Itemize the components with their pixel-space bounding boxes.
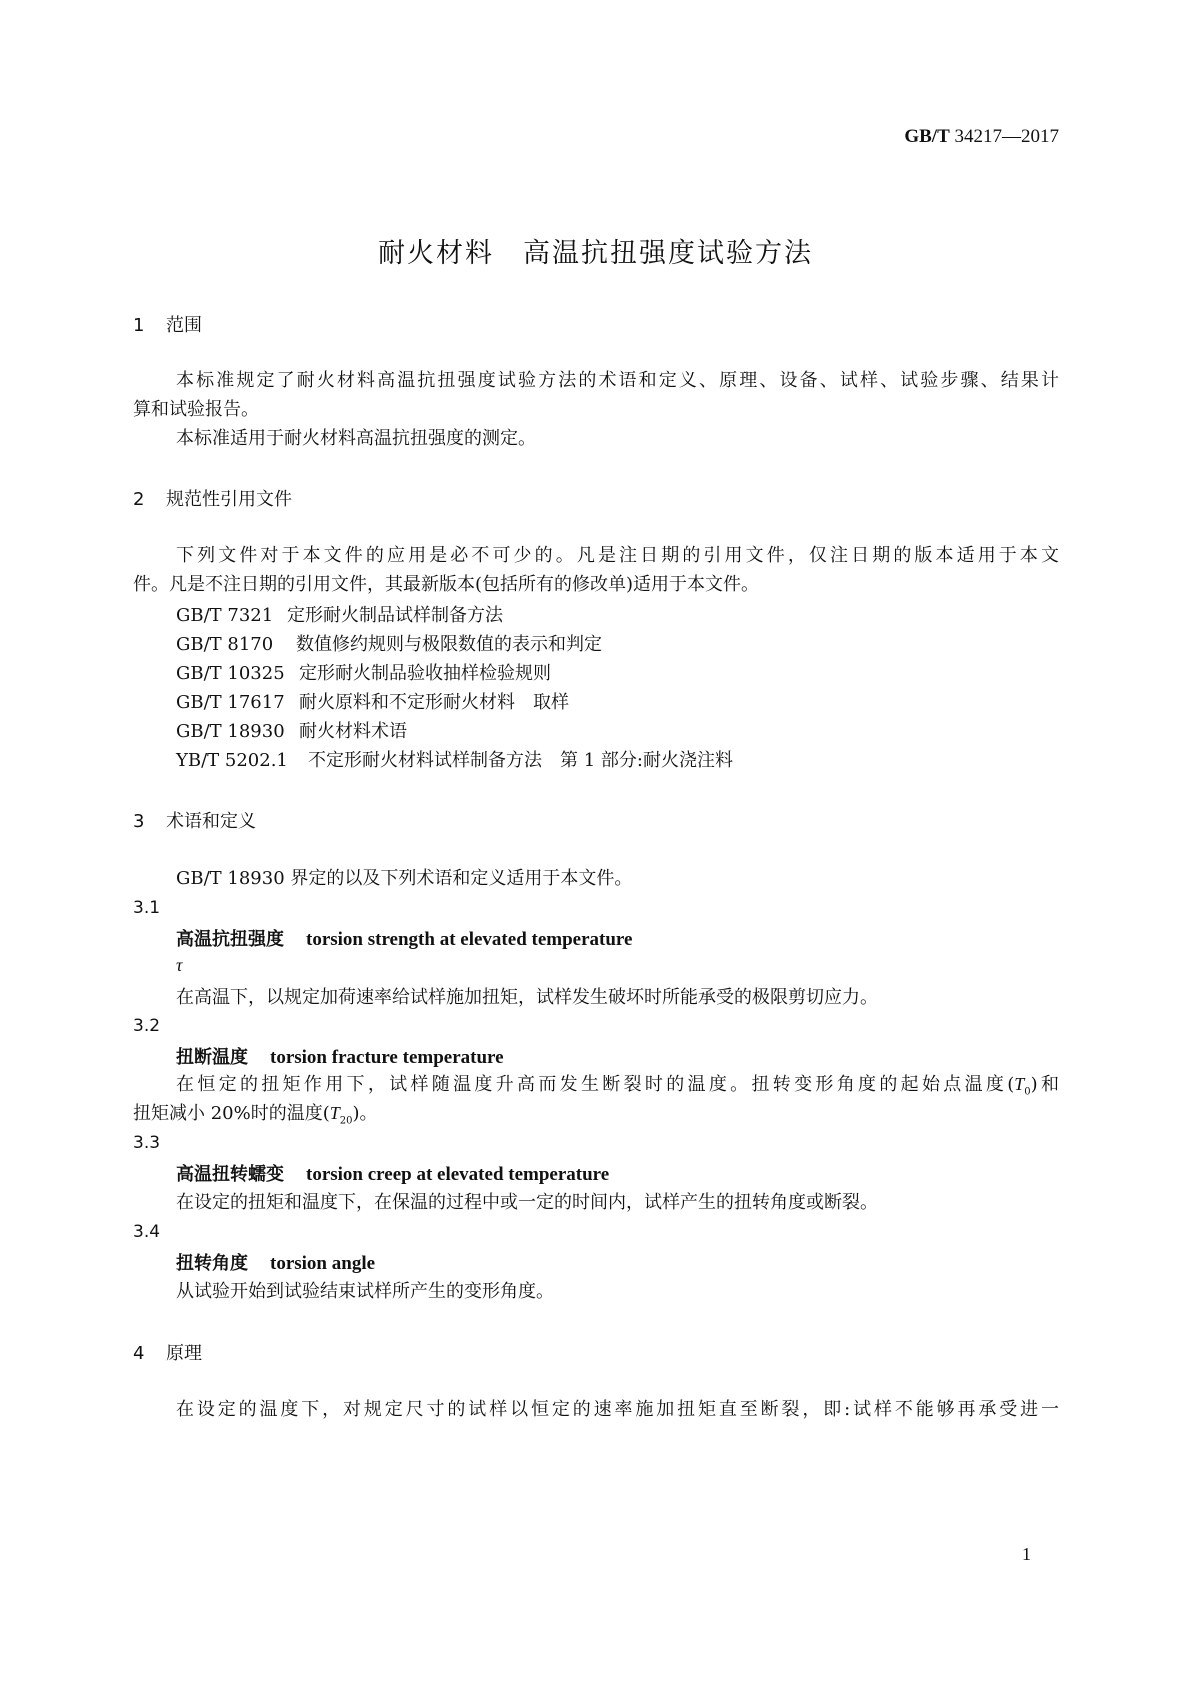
s2-paragraph-line1: 下列文件对于本文件的应用是必不可少的。凡是注日期的引用文件，仅注日期的版本适用于本文 [176,545,1059,566]
term-number: 3.1 [133,898,161,918]
normative-reference [176,601,503,627]
s3-intro: GB/T 18930 界定的以及下列术语和定义适用于本文件。 [176,868,633,889]
temperature-symbol: T [329,1103,340,1123]
page-number: 1 [1022,1544,1031,1564]
normative-reference [176,717,407,743]
normative-reference [176,630,602,656]
term-definition: 从试验开始到试验结束试样所产生的变形角度。 [176,1281,554,1302]
s1-paragraph-line2: 算和试验报告。 [133,399,259,420]
definition-text: 在恒定的扭矩作用下，试样随温度升高而发生断裂时的温度。扭转变形角度的起始点温度( [176,1074,1015,1095]
section-title: 原理 [166,1343,202,1364]
term-heading [176,1160,609,1186]
section-title: 规范性引用文件 [166,489,292,510]
term-number: 3.3 [133,1133,161,1153]
symbol-subscript: 20 [339,1115,353,1127]
term-chinese: 扭断温度 [176,1047,248,1068]
standard-prefix: GB/T [904,126,950,147]
reference-code: GB/T 10325 [176,663,285,684]
symbol-subscript: 0 [1024,1086,1031,1098]
reference-title: 耐火原料和不定形耐火材料 取样 [299,692,569,713]
reference-code: GB/T 8170 [176,634,274,655]
term-definition: 在高温下，以规定加荷速率给试样施加扭矩，试样发生破坏时所能承受的极限剪切应力。 [176,987,878,1008]
term-english: torsion strength at elevated temperature [306,929,633,950]
term-symbol: τ [176,955,183,975]
definition-text: )和 [1030,1074,1059,1095]
reference-title: 定形耐火制品试样制备方法 [287,605,503,626]
standard-number-header [0,126,1059,148]
section-number: 3 [133,811,145,832]
temperature-symbol: T [1014,1074,1025,1094]
normative-reference [176,688,569,714]
reference-title: 定形耐火制品验收抽样检验规则 [299,663,551,684]
reference-title: 不定形耐火材料试样制备方法 第 1 部分:耐火浇注料 [308,750,733,771]
term-number: 3.2 [133,1016,161,1036]
section-number: 2 [133,489,145,510]
section-number: 1 [133,315,145,336]
section-2-heading [133,485,292,511]
term-heading [176,1249,375,1275]
section-1-heading [133,311,202,337]
s1-paragraph-2: 本标准适用于耐火材料高温抗扭强度的测定。 [176,428,536,449]
reference-title: 耐火材料术语 [299,721,407,742]
term-english: torsion creep at elevated temperature [306,1164,610,1185]
section-4-heading [133,1339,202,1365]
definition-text: )。 [352,1103,378,1124]
term-english: torsion angle [270,1253,376,1274]
reference-code: GB/T 17617 [176,692,285,713]
term-definition-line2 [133,1099,378,1136]
term-heading [176,1043,504,1069]
term-definition: 在设定的扭矩和温度下，在保温的过程中或一定的时间内，试样产生的扭转角度或断裂。 [176,1192,878,1213]
document-title: 耐火材料 高温抗扭强度试验方法 [378,238,813,269]
term-english: torsion fracture temperature [270,1047,504,1068]
s1-paragraph-line1: 本标准规定了耐火材料高温抗扭强度试验方法的术语和定义、原理、设备、试样、试验步骤、结果计 [176,370,1059,391]
definition-text: 扭矩减小 20%时的温度( [133,1103,330,1124]
standard-code: 34217—2017 [954,126,1059,147]
term-chinese: 扭转角度 [176,1253,248,1274]
reference-title: 数值修约规则与极限数值的表示和判定 [296,634,602,655]
reference-code: GB/T 18930 [176,721,285,742]
reference-code: GB/T 7321 [176,605,274,626]
section-number: 4 [133,1343,145,1364]
term-heading [176,925,632,951]
section-title: 术语和定义 [166,811,256,832]
normative-reference [176,746,733,772]
normative-reference [176,659,551,685]
term-chinese: 高温扭转蠕变 [176,1164,284,1185]
s4-paragraph: 在设定的温度下，对规定尺寸的试样以恒定的速率施加扭矩直至断裂，即:试样不能够再承受进一 [176,1399,1059,1420]
section-3-heading [133,807,256,833]
term-chinese: 高温抗扭强度 [176,929,284,950]
reference-code: YB/T 5202.1 [176,750,288,771]
term-number: 3.4 [133,1222,161,1242]
section-title: 范围 [166,315,202,336]
s2-paragraph-line2: 件。凡是不注日期的引用文件，其最新版本(包括所有的修改单)适用于本文件。 [133,574,760,595]
